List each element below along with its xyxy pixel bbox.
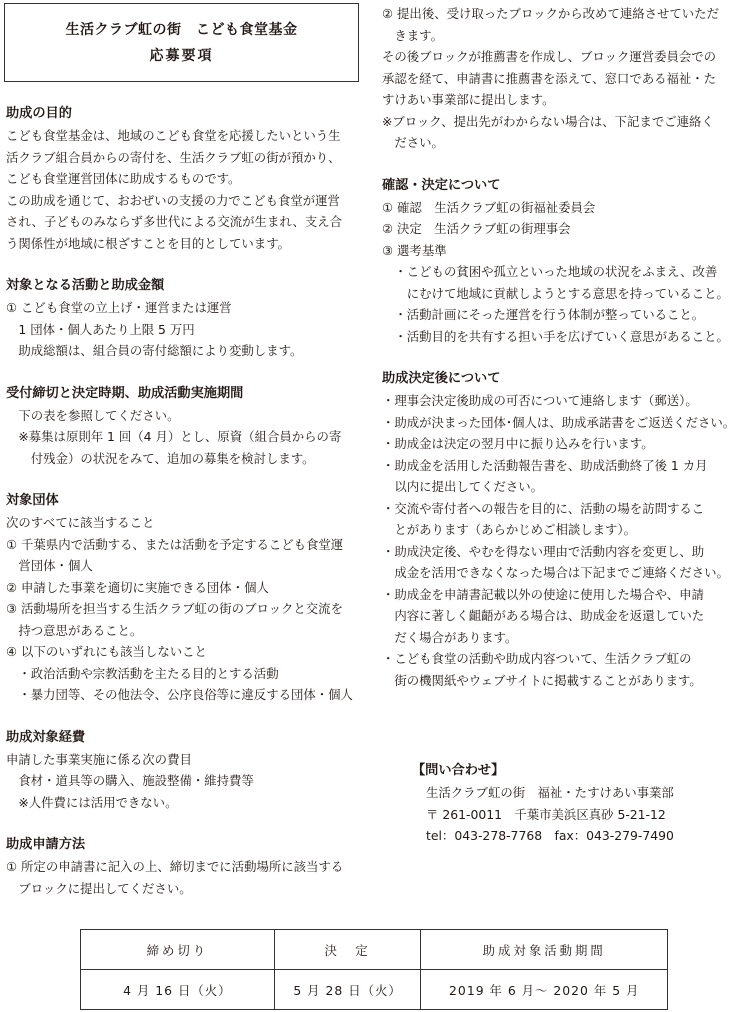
intro-line: その後ブロックが推薦書を作成し、ブロック運営委員会での [382,49,717,64]
section-heading: 受付締切と決定時期、助成活動実施期間 [6,385,244,401]
section-line: ① 千葉県内で活動する、または活動を予定するこども食堂運 [6,536,344,552]
contact-block [412,760,742,847]
section-line: にむけて地域に貢献しようとする意思を持っていること。 [382,285,729,301]
section-line: ・政治活動や宗教活動を主たる目的とする活動 [6,665,279,681]
intro-line: 承認を経て、申請書に推薦書を添えて、窓口である福祉・た [382,70,717,86]
header-decision: 決 定 [274,930,421,970]
section-line: ・助成が決まった団体･個人は、助成承諾書をご返送ください。 [382,414,736,430]
contact-phone: tel：043-278-7768 fax：043-279-7490 [426,828,674,843]
section-line: 街の機関紙やウェブサイトに掲載することがあります。 [382,672,702,688]
section-heading: 助成申請方法 [6,837,86,852]
section-heading: 対象となる活動と助成金額 [6,278,165,293]
section-line: 持つ意思があること。 [6,622,143,638]
section-line: とがあります（あらかじめご相談します）。 [382,522,637,537]
section-line: ※人件費には活用できない。 [6,794,178,810]
section-line: ① 所定の申請書に記入の上、締切までに活動場所に該当する [6,859,344,874]
section-line: こども食堂基金は、地域のこども食堂を応援したいという生 [6,128,341,143]
section-line: ・助成決定後、やむを得ない理由で活動内容を変更し、助 [382,543,705,559]
value-period: 2019 年 6 月～ 2020 年 5 月 [421,970,668,1010]
section [6,834,366,899]
section-line: ・活動目的を共有する担い手を広げていく意思があること。 [382,328,729,344]
intro-line: ※ブロック、提出先がわからない場合は、下記までご連絡く [382,113,714,129]
header-period: 助成対象活動期間 [421,930,668,970]
section-line: 以内に提出してください。 [382,479,544,494]
section-line: 付残金）の状況をみて、追加の募集を検討します。 [6,450,315,466]
value-decision: 5 月 28 日（火） [274,970,421,1010]
section-line: ・助成金を活用した活動報告書を、助成活動終了後 1 カ月 [382,457,708,473]
section-line: う関係性が地域に根ざすことを目的としています。 [6,235,290,251]
section-line: され、子どものみならず多世代による交流が生まれ、支え合 [6,214,343,229]
section-line: だく場合があります。 [382,629,518,645]
left-column [6,103,366,899]
contact-heading: 【問い合わせ】 [412,763,505,778]
section-line: 食材・道具等の購入、施設整備・維持費等 [6,773,254,788]
section-heading: 対象団体 [6,493,59,508]
section-heading: 助成の目的 [6,106,72,121]
right-column [382,3,744,691]
section [6,727,366,814]
section [6,103,366,254]
section-line: 1 団体・個人あたり上限 5 万円 [6,321,195,337]
section-line: ③ 選考基準 [382,242,447,258]
section-line: ① 確認 生活クラブ虹の街福祉委員会 [382,199,596,215]
section-line: ・理事会決定後助成の可否について連絡します（郵送）。 [382,393,698,408]
section-line: ・こども食堂の活動や助成内容ついて、生活クラブ虹の [382,651,692,666]
application-method-continued [382,3,744,154]
section-line: ※募集は原則年 1 回（4 月）とし、原資（組合員からの寄 [6,429,342,444]
section-line: 申請した事業実施に係る次の費目 [6,751,192,767]
document-subtitle: 応募要項 [149,48,214,64]
section-line: ・助成金を申請書記載以外の使途に使用した場合や、申請 [382,586,704,602]
section-line: ② 申請した事業を適切に実施できる団体・個人 [6,579,269,595]
title-box [4,3,359,82]
intro-line: きます。 [382,27,443,43]
section [382,175,744,348]
section-heading: 助成決定後について [382,371,501,386]
intro-line: すけあい事業部に提出します。 [382,92,555,107]
schedule-header-row [81,930,668,970]
section-line: ④ 以下のいずれにも該当しないこと [6,644,207,659]
section-line: ・助成金は決定の翌月中に振り込みを行います。 [382,436,654,451]
header-deadline: 締め切り [81,930,275,970]
section [382,368,744,691]
section-line: ・暴力団等、その他法令、公序良俗等に違反する団体・個人 [6,687,353,702]
section [6,490,366,706]
section-line: 次のすべてに該当すること [6,515,155,530]
section-line: ・こどもの貧困や孤立といった地域の状況をふまえ、改善 [382,264,718,279]
section-line: 活クラブ組合員からの寄付を、生活クラブ虹の街が預かり、 [6,149,341,165]
section-line: ③ 活動場所を担当する生活クラブ虹の街のブロックと交流を [6,601,343,616]
section-line: 営団体・個人 [6,558,93,573]
section-line: ② 決定 生活クラブ虹の街理事会 [382,221,571,236]
section-line: この助成を通じて、おおぜいの支援の力でこども食堂が運営 [6,192,340,208]
section [6,383,366,470]
schedule-table [80,929,668,1010]
section-line: 成金を活用できなくなった場合は下記までご連絡ください。 [382,565,729,580]
section [6,275,366,362]
section-line: ① こども食堂の立上げ・運営または運営 [6,300,232,315]
section-line: こども食堂運営団体に助成するものです。 [6,171,241,186]
section-line: ブロックに提出してください。 [6,880,192,896]
contact-address: 〒 261-0011 千葉市美浜区真砂 5-21-12 [426,806,666,822]
intro-line: ださい。 [382,135,444,150]
section-heading: 確認・決定について [382,177,501,193]
value-deadline: 4 月 16 日（火） [81,970,275,1010]
section-line: 助成総額は、組合員の寄付総額により変動します。 [6,343,303,358]
intro-line: ② 提出後、受け取ったブロックから改めて連絡させていただ [382,6,719,21]
contact-org: 生活クラブ虹の街 福祉・たすけあい事業部 [426,785,674,800]
section-line: ・活動計画にそった運営を行う体制が整っていること。 [382,307,705,322]
section-heading: 助成対象経費 [6,729,86,745]
schedule-value-row [81,970,668,1010]
section-line: 下の表を参照してください。 [6,407,180,423]
document-title: 生活クラブ虹の街 こども食堂基金 [65,22,298,38]
section-line: 内容に著しく齟齬がある場合は、助成金を返還していた [382,608,705,623]
section-line: ・交流や寄付者への報告を目的に、活動の場を訪問するこ [382,500,705,516]
